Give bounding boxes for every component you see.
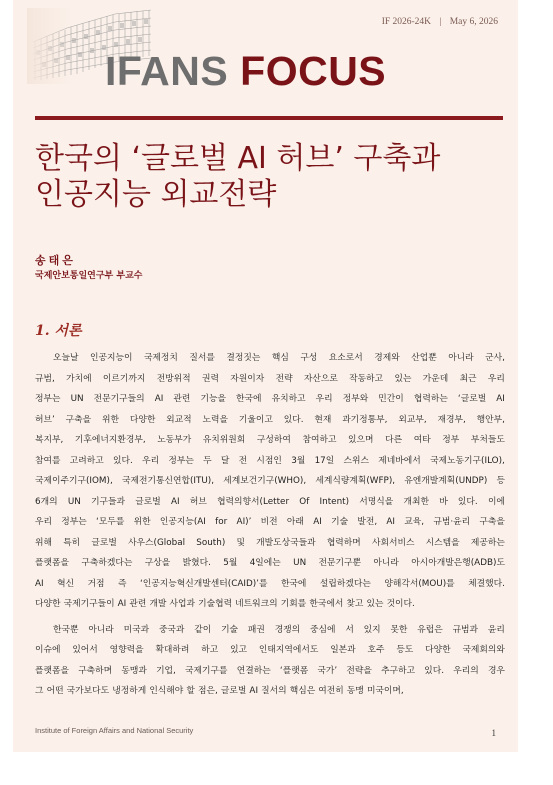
issue-info [382,17,498,27]
section-heading: 1. 서론 [35,323,82,339]
text-line: 복지부, 기후에너지환경부, 노동부가 유치위원회 구성하여 참여하고 있으며 다른 여타 정부 부처들도 [35,435,505,445]
text-line: 참여를 고려하고 있다. 우리 정부는 두 달 전 시점인 3월 17일 스위스 제네바에서 국제노동기구(ILO), [35,455,505,466]
text-line: 다양한 국제기구들이 AI 관련 개발 사업과 기술협력 네트워크의 기회를 한국에서 찾고 있는 것이다. [35,599,415,609]
text-line: 이슈에 있어서 영향력을 확대하려 하고 있고 인태지역에서도 일본과 호주 등도 다양한 국제회의와 [35,645,505,655]
text-line: 플랫폼을 구축하겠다는 구상을 밝혔다. 5월 4일에는 UN 전문기구뿐 아니라 아시아개발은행(ADB)도 [35,558,505,568]
text-line: 국제이주기구(IOM), 국제전기통신연합(ITU), 세계보건기구(WHO), 세계식량계획(WFP), 유엔개발계획(UNDP) 등 [35,476,505,486]
text-line: 위해 특히 글로벌 사우스(Global South) 및 개발도상국들과 협력하며 사회서비스 시스템을 제공하는 [35,537,505,548]
brand-logo [105,48,386,95]
paragraph-2 [35,620,505,702]
author-affiliation: 국제안보통일연구부 부교수 [35,271,143,281]
title-line-1: 한국의 ‘글로벌 AI 허브’ 구축과 [35,141,441,176]
issue-number: IF 2026-24K [381,17,432,27]
text-line: 플랫폼을 구축하며 동맹과 기업, 국제기구를 연결하는 ‘플랫폼 국가’ 전략을 추구하고 있다. 우리의 경우 [35,665,505,676]
text-line: 한국뿐 아니라 미국과 중국과 같이 기술 패권 경쟁의 중심에 서 있지 못한 유럽은 규범과 윤리 [53,624,505,635]
text-line: 우리 정부는 ‘모두를 위한 인공지능(AI for AI)’ 비전 아래 AI 기술 발전, AI 교육, 규범·윤리 구축을 [35,517,505,527]
text-line: 정부는 UN 전문기구들의 AI 관련 기능을 한국에 유치하고 우리 정부와 민간이 협력하는 ‘글로벌 AI [35,394,505,404]
text-line: 오늘날 인공지능이 국제정치 질서를 결정짓는 핵심 구성 요소로서 경제와 산업뿐 아니라 군사, [53,353,505,363]
page-number: 1 [491,728,496,738]
body-text [35,348,505,702]
brand-ifans: IFANS [105,48,229,94]
issue-date: May 6, 2026 [449,17,498,27]
paragraph-1 [35,348,505,615]
title-line-2: 인공지능 외교전략 [35,177,277,212]
document-page [13,0,518,752]
header-separator: | [439,17,442,27]
author-name: 송태은 [35,254,76,267]
text-line: 허브’ 구축을 위한 다양한 외교적 노력을 기울이고 있다. 현재 과기정통부, 외교부, 재경부, 행안부, [35,414,505,425]
text-line: 그 어떤 국가보다도 냉정하게 인식해야 할 점은, 글로벌 AI 질서의 핵심은 여전히 동맹 미국이며, [35,686,404,696]
text-line: 6개의 UN 기구들과 글로벌 AI 허브 협력의향서(Letter Of Intent) 서명식을 개최한 바 있다. 이에 [35,496,505,507]
footer-institute: Institute of Foreign Affairs and National Security [35,726,194,735]
text-line: 규범, 가치에 이르기까지 전방위적 권력 자원이자 전략 자산으로 작동하고 있는 가운데 최근 우리 [35,373,505,384]
header-divider [35,116,503,120]
brand-focus: FOCUS [240,48,387,94]
text-line: AI 혁신 거점 즉 ‘인공지능혁신개발센터(CAID)’를 한국에 설립하겠다는 양해각서(MOU)를 체결했다. [35,578,505,589]
document-title [35,141,510,213]
